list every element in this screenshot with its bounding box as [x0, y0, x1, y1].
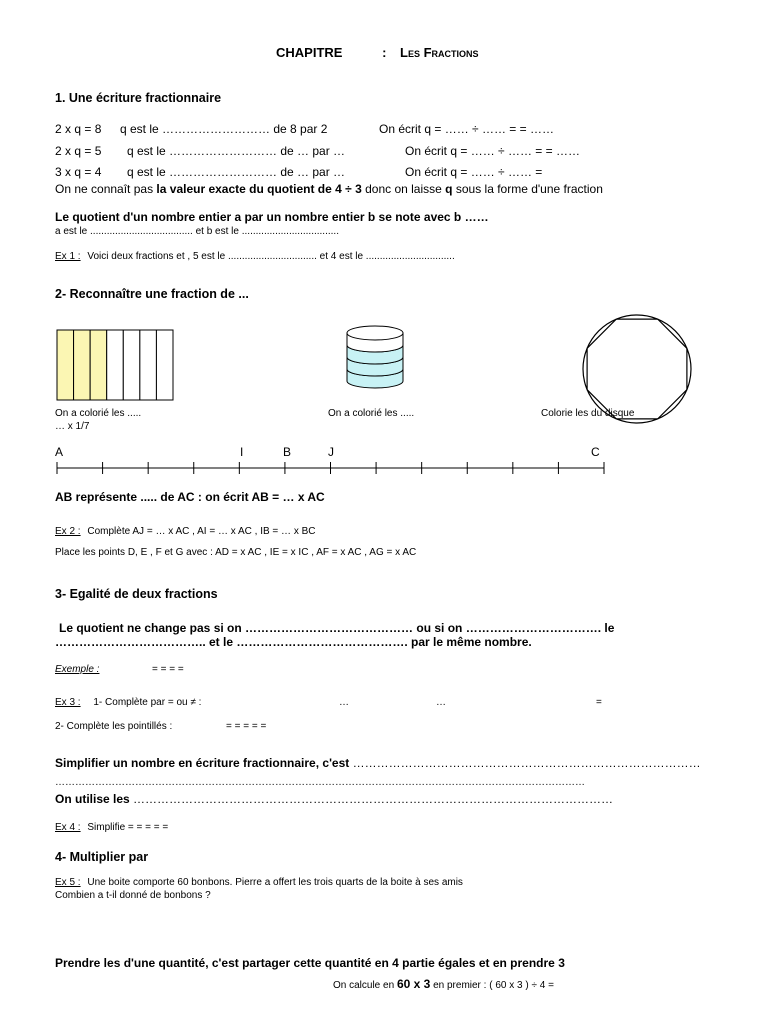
calculation: On calcule en 60 x 3 en premier : ( 60 x 3 ) ÷ 4 = — [333, 977, 554, 991]
section-2-heading: 2- Reconnaître une fraction de ... — [55, 287, 249, 301]
ab-statement: AB représente ..... de AC : on écrit AB = … x AC — [55, 490, 325, 504]
line-label-b: B — [283, 445, 292, 459]
equality-rule-2: ……………………………….. et le ……………………………………. par le même nombre. — [55, 635, 532, 649]
bar-part — [140, 330, 157, 400]
ecrit-line-1: On écrit q = …… ÷ …… = = …… — [379, 122, 554, 136]
exercise-5-question: Combien a t-il donné de bonbons ? — [55, 890, 211, 901]
circle — [583, 315, 691, 423]
disc-top — [347, 326, 403, 340]
disc-stack — [347, 326, 403, 388]
caption-bar: On a colorié les ..... — [55, 408, 142, 419]
bar-part — [90, 330, 107, 400]
quotient-rule: Le quotient d'un nombre entier a par un nombre entier b se note avec b …… — [55, 210, 489, 224]
line-label-c: C — [591, 445, 600, 459]
exercise-1: Ex 1 : Voici deux fractions et , 5 est le ................................ et 4 est le ................................ — [55, 251, 455, 262]
caption-disk: Colorie les du disque — [541, 408, 635, 419]
ex3-part-2-equations: = = = = = — [226, 721, 267, 732]
fraction-bar — [57, 330, 173, 400]
ex3-dots-2: … — [436, 697, 446, 708]
equality-rule-1: Le quotient ne change pas si on …………………………………… ou si on ……………………………. le — [59, 621, 615, 635]
desc-line-3: q est le ……………………… de … par … — [127, 165, 346, 179]
exercise-5: Ex 5 : Une boite comporte 60 bonbons. Pierre a offert les trois quarts de la boite à ses amis — [55, 877, 463, 888]
caption-stack: On a colorié les ..... — [328, 408, 415, 419]
number-line — [57, 462, 604, 474]
desc-line-1: q est le ……………………… de 8 par 2 — [120, 122, 328, 136]
take-fraction-rule: Prendre les d'une quantité, c'est partager cette quantité en 4 partie égales et en prendre 3 — [55, 956, 565, 970]
place-points: Place les points D, E , F et G avec : AD = x AC , IE = x IC , AF = x AC , AG = x AC — [55, 547, 417, 558]
line-label-j: J — [328, 445, 334, 459]
bar-part — [156, 330, 173, 400]
exercise-4: Ex 4 : Simplifie = = = = = — [55, 822, 169, 833]
section-3-heading: 3- Egalité de deux fractions — [55, 587, 218, 601]
bar-part — [123, 330, 140, 400]
exercise-2: Ex 2 : Complète AJ = … x AC , AI = … x AC , IB = … x BC — [55, 526, 316, 537]
eq-line-1: 2 x q = 8 — [55, 122, 102, 136]
octagon — [587, 319, 687, 419]
exemple-label: Exemple : — [55, 664, 100, 675]
eq-line-3: 3 x q = 4 — [55, 165, 102, 179]
section-1-heading: 1. Une écriture fractionnaire — [55, 91, 222, 105]
bar-part — [74, 330, 91, 400]
simplify-usage: On utilise les ………………………………………………………………………………………………………… — [55, 792, 614, 806]
simplify-definition: Simplifier un nombre en écriture fractionnaire, c'est …………………………………………………………………………… — [55, 756, 701, 770]
section-4-heading: 4- Multiplier par — [55, 850, 149, 864]
bar-part — [107, 330, 124, 400]
caption-bar-2: … x 1/7 — [55, 421, 90, 432]
exemple-equation: = = = = — [152, 664, 184, 675]
ex3-dots-1: … — [339, 697, 349, 708]
ex3-equal: = — [596, 697, 602, 708]
chapter-title: CHAPITRE : Les Fractions — [276, 45, 479, 60]
bar-part — [57, 330, 74, 400]
ecrit-line-2: On écrit q = …… ÷ …… = = …… — [405, 144, 580, 158]
quotient-note: On ne connaît pas la valeur exacte du quotient de 4 ÷ 3 donc on laisse q sous la forme d'une fraction — [55, 182, 603, 196]
line-label-i: I — [240, 445, 244, 459]
octagon-in-circle — [583, 315, 691, 423]
ecrit-line-3: On écrit q = …… ÷ …… = — [405, 165, 543, 179]
eq-line-2: 2 x q = 5 — [55, 144, 102, 158]
ex3-part-2: 2- Complète les pointillés : — [55, 721, 173, 732]
exercise-3: Ex 3 : 1- Complète par = ou ≠ : — [55, 697, 202, 708]
quotient-rule-line-2: a est le ..................................... et b est le ................................... — [55, 226, 339, 237]
desc-line-2: q est le ……………………… de … par … — [127, 144, 346, 158]
line-label-a: A — [55, 445, 64, 459]
simplify-dots: …………………………………………………………………………………………………………………………………………… — [55, 777, 585, 788]
